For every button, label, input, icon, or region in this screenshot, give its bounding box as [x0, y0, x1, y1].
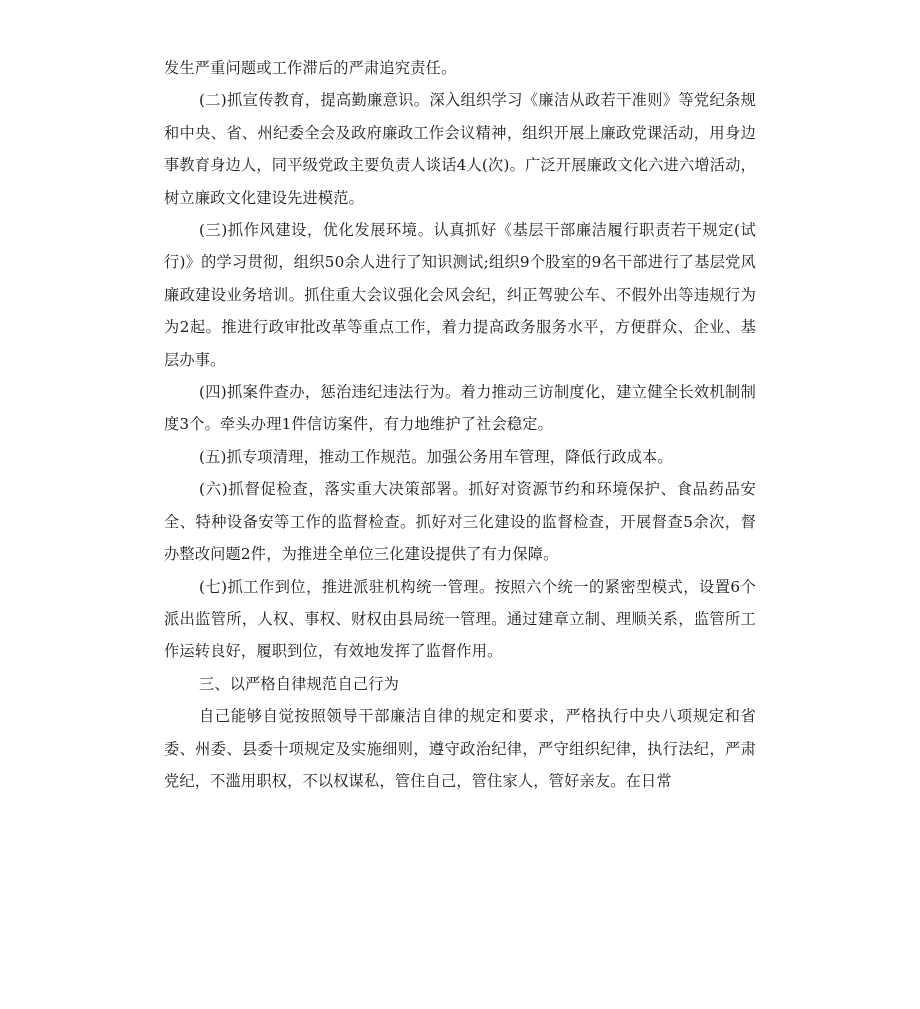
paragraph-case-handling: (四)抓案件查办，惩治违纪违法行为。着力推动三访制度化，建立健全长效机制制度3个。牵头办理1件信访案件，有力地维护了社会稳定。: [164, 383, 756, 434]
paragraph-supervision: (六)抓督促检查，落实重大决策部署。抓好对资源节约和环境保护、食品药品安全、特种设备安等工作的监督检查。抓好对三化建设的监督检查，开展督查5余次，督办整改问题2件，为推进全单位三化建设提供了有力保障。: [164, 480, 756, 564]
paragraph-work-style: (三)抓作风建设，优化发展环境。认真抓好《基层干部廉洁履行职责若干规定(试行)》的学习贯彻，组织50余人进行了知识测试;组织9个股室的9名干部进行了基层党风廉政建设业务培训。抓住重大会议强化会风会纪，纠正驾驶公车、不假外出等违规行为为2起。推进行政审批改革等重点工作，着力提高政务服务水平，方便群众、企业、基层办事。: [164, 221, 756, 369]
paragraph-unified-management: (七)抓工作到位，推进派驻机构统一管理。按照六个统一的紧密型模式，设置6个派出监管所，人权、事权、财权由县局统一管理。通过建章立制、理顺关系，监管所工作运转良好，履职到位，有效地发挥了监督作用。: [164, 577, 756, 661]
paragraph-special-cleanup: (五)抓专项清理，推动工作规范。加强公务用车管理，降低行政成本。: [198, 447, 673, 466]
paragraph-self-discipline: 自己能够自觉按照领导干部廉洁自律的规定和要求，严格执行中央八项规定和省委、州委、县委十项规定及实施细则，遵守政治纪律，严守组织纪律，执行法纪，严肃党纪，不滥用职权，不以权谋私，管住自己，管住家人，管好亲友。在日常: [164, 707, 756, 790]
document-body: [164, 52, 756, 797]
paragraph-publicity-education: (二)抓宣传教育，提高勤廉意识。深入组织学习《廉洁从政若干准则》等党纪条规和中央、省、州纪委全会及政府廉政工作会议精神，组织开展上廉政党课活动，用身边事教育身边人，同平级党政主要负责人谈话4人(次)。广泛开展廉政文化六进六增活动，树立廉政文化建设先进模范。: [164, 91, 756, 207]
section-heading: 三、以严格自律规范自己行为: [198, 674, 399, 693]
paragraph-continuation: 发生严重问题或工作滞后的严肃追究责任。: [164, 59, 457, 77]
